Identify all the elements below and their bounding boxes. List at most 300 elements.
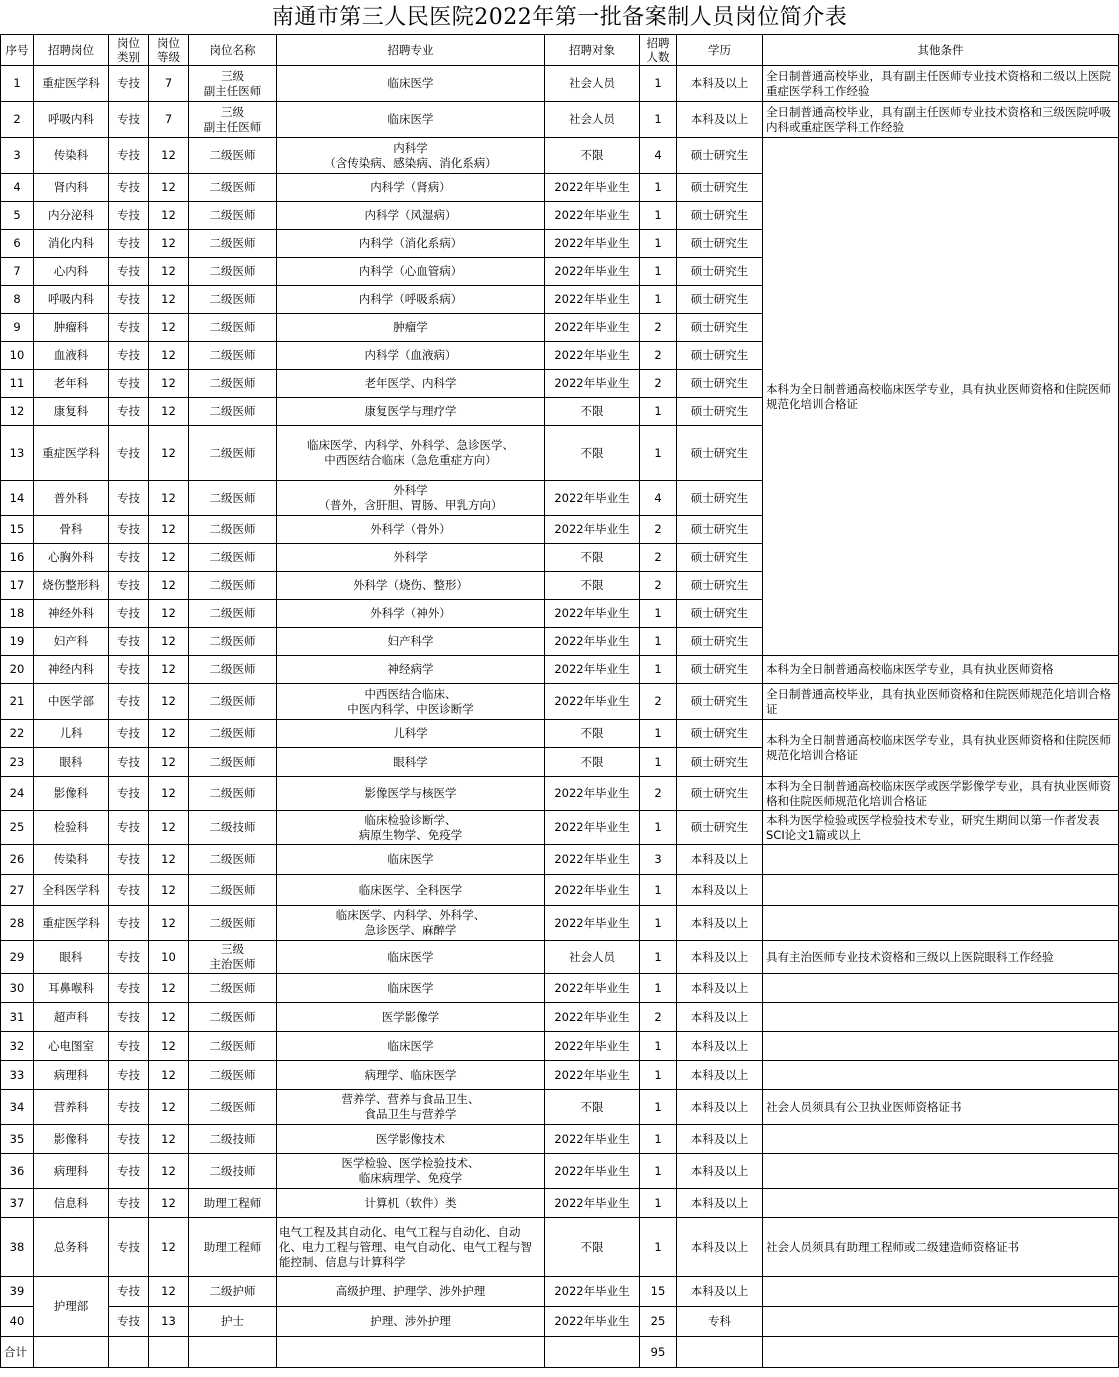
recruit-major-cell: 临床医学 xyxy=(277,974,545,1003)
table-row xyxy=(1,1090,1119,1125)
education-cell: 本科及以上 xyxy=(677,845,763,875)
post-category-cell: 专技 xyxy=(109,230,149,258)
post-name-cell: 三级 主治医师 xyxy=(189,941,277,974)
education-cell: 硕士研究生 xyxy=(677,286,763,314)
recruit-major-cell: 计算机（软件）类 xyxy=(277,1189,545,1218)
post-name-cell: 二级医师 xyxy=(189,230,277,258)
post-category-cell: 专技 xyxy=(109,600,149,628)
empty-cell xyxy=(763,1337,1119,1368)
post-level-cell: 12 xyxy=(149,138,189,174)
total-row xyxy=(1,1337,1119,1368)
recruit-dept-cell: 超声科 xyxy=(34,1003,109,1032)
row-number-cell: 29 xyxy=(1,941,34,974)
table-row xyxy=(1,974,1119,1003)
post-category-cell: 专技 xyxy=(109,426,149,481)
row-number-cell: 15 xyxy=(1,516,34,544)
education-cell: 硕士研究生 xyxy=(677,684,763,720)
recruit-count-cell: 1 xyxy=(640,1090,677,1125)
recruit-major-cell: 医学影像技术 xyxy=(277,1125,545,1154)
post-level-cell: 12 xyxy=(149,314,189,342)
table-row xyxy=(1,1003,1119,1032)
recruit-major-cell: 妇产科学 xyxy=(277,628,545,656)
recruit-dept-cell: 神经外科 xyxy=(34,600,109,628)
post-category-cell: 专技 xyxy=(109,1032,149,1061)
other-conditions-cell xyxy=(763,1307,1119,1337)
post-level-cell: 12 xyxy=(149,845,189,875)
post-level-cell: 12 xyxy=(149,370,189,398)
post-level-cell: 12 xyxy=(149,516,189,544)
post-category-cell: 专技 xyxy=(109,777,149,811)
post-name-cell: 二级护师 xyxy=(189,1277,277,1307)
recruit-target-cell: 2022年毕业生 xyxy=(545,202,640,230)
post-level-cell: 12 xyxy=(149,174,189,202)
education-cell: 本科及以上 xyxy=(677,66,763,102)
recruit-target-cell: 不限 xyxy=(545,572,640,600)
recruit-dept-cell: 传染科 xyxy=(34,845,109,875)
recruit-major-cell: 中西医结合临床、 中医内科学、中医诊断学 xyxy=(277,684,545,720)
recruit-dept-cell: 全科医学科 xyxy=(34,875,109,906)
post-name-cell: 二级技师 xyxy=(189,1125,277,1154)
recruit-target-cell: 2022年毕业生 xyxy=(545,516,640,544)
empty-cell xyxy=(189,1337,277,1368)
recruit-target-cell: 2022年毕业生 xyxy=(545,906,640,941)
other-conditions-cell: 本科为全日制普通高校临床医学专业，具有执业医师资格和住院医师规范化培训合格证 xyxy=(763,138,1119,656)
post-level-cell: 7 xyxy=(149,102,189,138)
recruit-target-cell: 不限 xyxy=(545,426,640,481)
header-cell: 招聘 人数 xyxy=(640,35,677,66)
post-level-cell: 12 xyxy=(149,1277,189,1307)
post-category-cell: 专技 xyxy=(109,544,149,572)
post-level-cell: 12 xyxy=(149,875,189,906)
total-count-cell: 95 xyxy=(640,1337,677,1368)
post-level-cell: 12 xyxy=(149,628,189,656)
recruit-count-cell: 1 xyxy=(640,628,677,656)
post-name-cell: 护士 xyxy=(189,1307,277,1337)
post-level-cell: 7 xyxy=(149,66,189,102)
row-number-cell: 18 xyxy=(1,600,34,628)
post-category-cell: 专技 xyxy=(109,342,149,370)
header-cell: 学历 xyxy=(677,35,763,66)
post-name-cell: 二级医师 xyxy=(189,720,277,748)
education-cell: 本科及以上 xyxy=(677,1061,763,1090)
post-category-cell: 专技 xyxy=(109,1154,149,1189)
recruit-major-cell: 内科学（消化系病） xyxy=(277,230,545,258)
education-cell: 硕士研究生 xyxy=(677,370,763,398)
recruit-major-cell: 内科学（肾病） xyxy=(277,174,545,202)
other-conditions-cell: 全日制普通高校毕业，具有副主任医师专业技术资格和三级医院呼吸内科或重症医学科工作经验 xyxy=(763,102,1119,138)
recruit-count-cell: 2 xyxy=(640,777,677,811)
recruit-dept-cell: 呼吸内科 xyxy=(34,286,109,314)
recruit-dept-cell: 眼科 xyxy=(34,748,109,777)
education-cell: 本科及以上 xyxy=(677,906,763,941)
recruit-target-cell: 2022年毕业生 xyxy=(545,628,640,656)
recruit-target-cell: 2022年毕业生 xyxy=(545,314,640,342)
post-level-cell: 12 xyxy=(149,426,189,481)
education-cell: 本科及以上 xyxy=(677,875,763,906)
post-name-cell: 二级医师 xyxy=(189,516,277,544)
education-cell: 本科及以上 xyxy=(677,1277,763,1307)
table-row xyxy=(1,1277,1119,1307)
education-cell: 硕士研究生 xyxy=(677,516,763,544)
education-cell: 硕士研究生 xyxy=(677,572,763,600)
post-name-cell: 二级医师 xyxy=(189,875,277,906)
row-number-cell: 11 xyxy=(1,370,34,398)
post-category-cell: 专技 xyxy=(109,720,149,748)
education-cell: 硕士研究生 xyxy=(677,138,763,174)
post-category-cell: 专技 xyxy=(109,906,149,941)
recruitment-table xyxy=(0,34,1119,1368)
other-conditions-cell xyxy=(763,1125,1119,1154)
post-level-cell: 12 xyxy=(149,656,189,684)
total-label-cell: 合计 xyxy=(1,1337,34,1368)
recruit-dept-cell: 影像科 xyxy=(34,1125,109,1154)
other-conditions-cell xyxy=(763,1032,1119,1061)
other-conditions-cell: 本科为全日制普通高校临床医学专业，具有执业医师资格和住院医师规范化培训合格证 xyxy=(763,720,1119,777)
post-category-cell: 专技 xyxy=(109,656,149,684)
post-name-cell: 助理工程师 xyxy=(189,1218,277,1277)
post-category-cell: 专技 xyxy=(109,1125,149,1154)
post-name-cell: 二级医师 xyxy=(189,628,277,656)
other-conditions-cell xyxy=(763,875,1119,906)
post-name-cell: 二级医师 xyxy=(189,1090,277,1125)
recruit-dept-cell: 骨科 xyxy=(34,516,109,544)
recruit-target-cell: 2022年毕业生 xyxy=(545,1032,640,1061)
recruit-major-cell: 内科学 （含传染病、感染病、消化系病） xyxy=(277,138,545,174)
row-number-cell: 3 xyxy=(1,138,34,174)
recruit-count-cell: 1 xyxy=(640,398,677,426)
post-level-cell: 13 xyxy=(149,1307,189,1337)
recruit-dept-cell: 呼吸内科 xyxy=(34,102,109,138)
other-conditions-cell: 具有主治医师专业技术资格和三级以上医院眼科工作经验 xyxy=(763,941,1119,974)
recruit-dept-cell: 血液科 xyxy=(34,342,109,370)
post-name-cell: 二级医师 xyxy=(189,202,277,230)
post-category-cell: 专技 xyxy=(109,1218,149,1277)
recruit-count-cell: 2 xyxy=(640,342,677,370)
recruit-target-cell: 2022年毕业生 xyxy=(545,875,640,906)
table-row xyxy=(1,941,1119,974)
recruit-target-cell: 2022年毕业生 xyxy=(545,481,640,516)
post-name-cell: 二级医师 xyxy=(189,426,277,481)
empty-cell xyxy=(34,1337,109,1368)
post-category-cell: 专技 xyxy=(109,974,149,1003)
recruit-target-cell: 不限 xyxy=(545,398,640,426)
post-level-cell: 12 xyxy=(149,1218,189,1277)
recruit-count-cell: 1 xyxy=(640,174,677,202)
table-body xyxy=(1,35,1119,1368)
education-cell: 专科 xyxy=(677,1307,763,1337)
recruit-count-cell: 2 xyxy=(640,1003,677,1032)
recruit-major-cell: 临床医学 xyxy=(277,1032,545,1061)
recruit-major-cell: 电气工程及其自动化、电气工程与自动化、自动化、电力工程与管理、电气自动化、电气工程与智能控制、信息与计算科学 xyxy=(277,1218,545,1277)
table-row xyxy=(1,138,1119,174)
recruit-dept-cell: 妇产科 xyxy=(34,628,109,656)
recruit-target-cell: 2022年毕业生 xyxy=(545,174,640,202)
recruit-target-cell: 不限 xyxy=(545,544,640,572)
recruit-target-cell: 2022年毕业生 xyxy=(545,1189,640,1218)
row-number-cell: 26 xyxy=(1,845,34,875)
recruit-dept-cell: 影像科 xyxy=(34,777,109,811)
recruit-dept-cell: 肿瘤科 xyxy=(34,314,109,342)
education-cell: 硕士研究生 xyxy=(677,426,763,481)
row-number-cell: 32 xyxy=(1,1032,34,1061)
table-row xyxy=(1,906,1119,941)
education-cell: 硕士研究生 xyxy=(677,600,763,628)
recruit-count-cell: 2 xyxy=(640,516,677,544)
post-name-cell: 二级医师 xyxy=(189,906,277,941)
row-number-cell: 17 xyxy=(1,572,34,600)
table-row xyxy=(1,102,1119,138)
other-conditions-cell xyxy=(763,845,1119,875)
post-category-cell: 专技 xyxy=(109,1003,149,1032)
post-level-cell: 12 xyxy=(149,974,189,1003)
row-number-cell: 13 xyxy=(1,426,34,481)
recruit-dept-cell: 心内科 xyxy=(34,258,109,286)
recruit-count-cell: 1 xyxy=(640,974,677,1003)
page-title: 南通市第三人民医院2022年第一批备案制人员岗位简介表 xyxy=(271,5,848,30)
recruit-count-cell: 1 xyxy=(640,426,677,481)
other-conditions-cell xyxy=(763,1189,1119,1218)
recruit-major-cell: 外科学（骨外） xyxy=(277,516,545,544)
recruit-major-cell: 肿瘤学 xyxy=(277,314,545,342)
header-cell: 招聘对象 xyxy=(545,35,640,66)
table-row xyxy=(1,684,1119,720)
post-name-cell: 二级医师 xyxy=(189,974,277,1003)
recruit-major-cell: 临床医学 xyxy=(277,102,545,138)
recruit-count-cell: 1 xyxy=(640,1061,677,1090)
post-level-cell: 12 xyxy=(149,811,189,845)
post-name-cell: 二级医师 xyxy=(189,138,277,174)
recruit-major-cell: 病理学、临床医学 xyxy=(277,1061,545,1090)
recruit-major-cell: 临床医学、内科学、外科学、急诊医学、 中西医结合临床（急危重症方向） xyxy=(277,426,545,481)
post-name-cell: 二级医师 xyxy=(189,286,277,314)
recruit-target-cell: 2022年毕业生 xyxy=(545,684,640,720)
recruit-count-cell: 1 xyxy=(640,66,677,102)
recruit-dept-cell: 重症医学科 xyxy=(34,426,109,481)
recruit-count-cell: 1 xyxy=(640,811,677,845)
row-number-cell: 27 xyxy=(1,875,34,906)
recruit-major-cell: 神经病学 xyxy=(277,656,545,684)
recruit-target-cell: 2022年毕业生 xyxy=(545,230,640,258)
post-level-cell: 12 xyxy=(149,600,189,628)
row-number-cell: 37 xyxy=(1,1189,34,1218)
other-conditions-cell: 社会人员须具有公卫执业医师资格证书 xyxy=(763,1090,1119,1125)
post-category-cell: 专技 xyxy=(109,102,149,138)
recruit-major-cell: 老年医学、内科学 xyxy=(277,370,545,398)
recruit-count-cell: 4 xyxy=(640,138,677,174)
post-name-cell: 二级医师 xyxy=(189,684,277,720)
recruit-target-cell: 2022年毕业生 xyxy=(545,1307,640,1337)
table-row xyxy=(1,1125,1119,1154)
recruit-dept-cell: 检验科 xyxy=(34,811,109,845)
post-category-cell: 专技 xyxy=(109,845,149,875)
post-level-cell: 12 xyxy=(149,1032,189,1061)
education-cell: 硕士研究生 xyxy=(677,258,763,286)
recruit-major-cell: 内科学（风湿病） xyxy=(277,202,545,230)
recruit-count-cell: 25 xyxy=(640,1307,677,1337)
recruit-dept-cell: 耳鼻喉科 xyxy=(34,974,109,1003)
education-cell: 硕士研究生 xyxy=(677,230,763,258)
recruit-count-cell: 3 xyxy=(640,845,677,875)
recruit-target-cell: 不限 xyxy=(545,748,640,777)
other-conditions-cell xyxy=(763,974,1119,1003)
post-level-cell: 12 xyxy=(149,481,189,516)
recruit-target-cell: 2022年毕业生 xyxy=(545,974,640,1003)
row-number-cell: 7 xyxy=(1,258,34,286)
recruit-target-cell: 2022年毕业生 xyxy=(545,370,640,398)
recruit-major-cell: 内科学（呼吸系病） xyxy=(277,286,545,314)
recruit-major-cell: 外科学 xyxy=(277,544,545,572)
recruit-target-cell: 2022年毕业生 xyxy=(545,845,640,875)
post-name-cell: 二级医师 xyxy=(189,572,277,600)
education-cell: 硕士研究生 xyxy=(677,748,763,777)
post-level-cell: 12 xyxy=(149,748,189,777)
recruit-major-cell: 康复医学与理疗学 xyxy=(277,398,545,426)
recruit-dept-cell: 总务科 xyxy=(34,1218,109,1277)
table-row xyxy=(1,1061,1119,1090)
post-name-cell: 三级 副主任医师 xyxy=(189,66,277,102)
table-row xyxy=(1,720,1119,748)
education-cell: 本科及以上 xyxy=(677,1218,763,1277)
recruit-count-cell: 1 xyxy=(640,906,677,941)
empty-cell xyxy=(545,1337,640,1368)
education-cell: 硕士研究生 xyxy=(677,628,763,656)
recruit-dept-cell: 病理科 xyxy=(34,1061,109,1090)
other-conditions-cell: 社会人员须具有助理工程师或二级建造师资格证书 xyxy=(763,1218,1119,1277)
education-cell: 硕士研究生 xyxy=(677,398,763,426)
recruit-major-cell: 儿科学 xyxy=(277,720,545,748)
recruit-dept-cell: 重症医学科 xyxy=(34,66,109,102)
recruit-target-cell: 不限 xyxy=(545,138,640,174)
post-category-cell: 专技 xyxy=(109,314,149,342)
recruit-dept-cell: 眼科 xyxy=(34,941,109,974)
education-cell: 硕士研究生 xyxy=(677,544,763,572)
post-name-cell: 二级医师 xyxy=(189,370,277,398)
post-name-cell: 二级医师 xyxy=(189,481,277,516)
row-number-cell: 9 xyxy=(1,314,34,342)
recruit-dept-cell: 信息科 xyxy=(34,1189,109,1218)
education-cell: 硕士研究生 xyxy=(677,174,763,202)
post-category-cell: 专技 xyxy=(109,174,149,202)
recruit-major-cell: 外科学（烧伤、整形） xyxy=(277,572,545,600)
other-conditions-cell xyxy=(763,1061,1119,1090)
recruit-dept-cell: 普外科 xyxy=(34,481,109,516)
post-category-cell: 专技 xyxy=(109,628,149,656)
row-number-cell: 21 xyxy=(1,684,34,720)
recruit-dept-cell: 营养科 xyxy=(34,1090,109,1125)
post-category-cell: 专技 xyxy=(109,572,149,600)
recruit-dept-cell: 病理科 xyxy=(34,1154,109,1189)
post-level-cell: 12 xyxy=(149,1061,189,1090)
post-level-cell: 12 xyxy=(149,720,189,748)
row-number-cell: 1 xyxy=(1,66,34,102)
recruit-major-cell: 临床医学 xyxy=(277,941,545,974)
post-level-cell: 12 xyxy=(149,342,189,370)
education-cell: 本科及以上 xyxy=(677,941,763,974)
row-number-cell: 16 xyxy=(1,544,34,572)
recruit-dept-cell: 传染科 xyxy=(34,138,109,174)
post-category-cell: 专技 xyxy=(109,941,149,974)
recruit-dept-cell: 康复科 xyxy=(34,398,109,426)
post-category-cell: 专技 xyxy=(109,398,149,426)
post-name-cell: 三级 副主任医师 xyxy=(189,102,277,138)
recruit-count-cell: 1 xyxy=(640,102,677,138)
post-category-cell: 专技 xyxy=(109,1189,149,1218)
education-cell: 硕士研究生 xyxy=(677,656,763,684)
row-number-cell: 25 xyxy=(1,811,34,845)
recruit-target-cell: 2022年毕业生 xyxy=(545,342,640,370)
recruit-dept-cell: 中医学部 xyxy=(34,684,109,720)
post-level-cell: 12 xyxy=(149,684,189,720)
post-name-cell: 二级医师 xyxy=(189,258,277,286)
row-number-cell: 28 xyxy=(1,906,34,941)
post-name-cell: 二级医师 xyxy=(189,845,277,875)
row-number-cell: 20 xyxy=(1,656,34,684)
recruit-target-cell: 2022年毕业生 xyxy=(545,286,640,314)
other-conditions-cell xyxy=(763,906,1119,941)
recruit-count-cell: 1 xyxy=(640,748,677,777)
recruit-target-cell: 社会人员 xyxy=(545,941,640,974)
post-category-cell: 专技 xyxy=(109,516,149,544)
recruit-count-cell: 1 xyxy=(640,1218,677,1277)
post-level-cell: 12 xyxy=(149,202,189,230)
education-cell: 本科及以上 xyxy=(677,974,763,1003)
recruit-major-cell: 内科学（血液病） xyxy=(277,342,545,370)
education-cell: 硕士研究生 xyxy=(677,342,763,370)
post-category-cell: 专技 xyxy=(109,138,149,174)
other-conditions-cell: 本科为全日制普通高校临床医学专业，具有执业医师资格 xyxy=(763,656,1119,684)
recruit-target-cell: 2022年毕业生 xyxy=(545,258,640,286)
table-row xyxy=(1,811,1119,845)
recruit-major-cell: 外科学 （普外，含肝胆、胃肠、甲乳方向） xyxy=(277,481,545,516)
row-number-cell: 5 xyxy=(1,202,34,230)
recruit-target-cell: 不限 xyxy=(545,1218,640,1277)
recruit-count-cell: 1 xyxy=(640,875,677,906)
post-name-cell: 二级医师 xyxy=(189,656,277,684)
post-level-cell: 12 xyxy=(149,906,189,941)
post-name-cell: 二级医师 xyxy=(189,1061,277,1090)
post-level-cell: 12 xyxy=(149,398,189,426)
post-name-cell: 二级技师 xyxy=(189,811,277,845)
post-category-cell: 专技 xyxy=(109,684,149,720)
row-number-cell: 8 xyxy=(1,286,34,314)
table-row xyxy=(1,1307,1119,1337)
education-cell: 硕士研究生 xyxy=(677,314,763,342)
post-category-cell: 专技 xyxy=(109,1277,149,1307)
other-conditions-cell xyxy=(763,1154,1119,1189)
recruit-major-cell: 内科学（心血管病） xyxy=(277,258,545,286)
recruit-count-cell: 1 xyxy=(640,202,677,230)
row-number-cell: 12 xyxy=(1,398,34,426)
recruit-count-cell: 1 xyxy=(640,1154,677,1189)
recruit-target-cell: 社会人员 xyxy=(545,66,640,102)
recruit-target-cell: 2022年毕业生 xyxy=(545,777,640,811)
recruit-major-cell: 临床医学、内科学、外科学、 急诊医学、麻醉学 xyxy=(277,906,545,941)
row-number-cell: 30 xyxy=(1,974,34,1003)
post-level-cell: 12 xyxy=(149,1090,189,1125)
post-name-cell: 助理工程师 xyxy=(189,1189,277,1218)
post-category-cell: 专技 xyxy=(109,370,149,398)
row-number-cell: 2 xyxy=(1,102,34,138)
post-category-cell: 专技 xyxy=(109,875,149,906)
post-name-cell: 二级医师 xyxy=(189,314,277,342)
recruit-major-cell: 营养学、营养与食品卫生、 食品卫生与营养学 xyxy=(277,1090,545,1125)
row-number-cell: 6 xyxy=(1,230,34,258)
recruit-count-cell: 1 xyxy=(640,600,677,628)
other-conditions-cell xyxy=(763,1003,1119,1032)
education-cell: 本科及以上 xyxy=(677,1125,763,1154)
recruit-major-cell: 临床医学 xyxy=(277,66,545,102)
recruit-dept-cell: 肾内科 xyxy=(34,174,109,202)
